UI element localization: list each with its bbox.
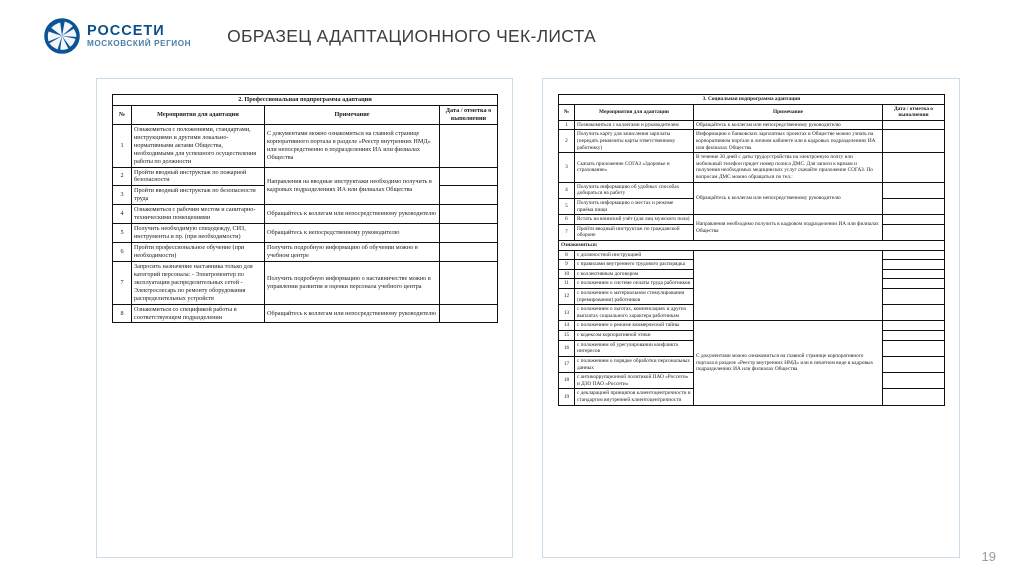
row-note: Обращайтесь к коллегам или непосредственному руководителю (694, 120, 883, 130)
table-header-row (559, 104, 945, 120)
table-row (559, 182, 945, 198)
row-date[interactable] (440, 304, 498, 323)
row-date[interactable] (440, 205, 498, 224)
logo-subtitle: МОСКОВСКИЙ РЕГИОН (87, 39, 192, 49)
row-activity: с правилами внутреннего трудового распорядка (575, 260, 694, 270)
row-activity: Пройти профессиональное обучение (при необходимости) (132, 243, 265, 262)
page-title: ОБРАЗЕЦ АДАПТАЦИОННОГО ЧЕК-ЛИСТА (227, 25, 597, 46)
row-date[interactable] (883, 389, 945, 405)
row-num: 9 (559, 260, 575, 270)
row-activity: Пройти вводный инструктаж по пожарной безопасности (132, 167, 265, 186)
row-activity: с должностной инструкцией (575, 250, 694, 260)
col-head-note: Примечание (694, 104, 883, 120)
slide-header (0, 0, 1024, 72)
right-table-title: 3. Социальная подпрограмма адаптации (559, 95, 945, 105)
row-num: 15 (559, 331, 575, 341)
row-num: 13 (559, 305, 575, 321)
row-date[interactable] (883, 289, 945, 305)
row-note: Обращайтесь к коллегам или непосредственному руководителю (694, 182, 883, 214)
row-activity: с положением о материальном стимулировании (премировании) работников (575, 289, 694, 305)
row-activity: Получить необходимую спецодежду, СИЗ, инструменты и пр. (при необходимости) (132, 224, 265, 243)
row-activity: Пройти вводный инструктаж по гражданской обороне (575, 224, 694, 240)
row-note: С документами можно ознакомиться на главной странице корпоративного портала в разделе «Реестр внутренних НМД» или непосредственно в подразделениях ИА или филиалах Общества (265, 124, 440, 167)
logo-title: РОССЕТИ (87, 22, 165, 39)
row-activity: с положением об урегулировании конфликта интересов (575, 340, 694, 356)
row-activity: с коллективным договором (575, 269, 694, 279)
row-activity: с положением о режиме коммерческой тайны (575, 321, 694, 331)
row-date[interactable] (883, 305, 945, 321)
section-label-acquaint: Ознакомиться: (559, 240, 945, 250)
row-note (694, 250, 883, 321)
table-section-row (559, 240, 945, 250)
col-head-date: Дата / отметка о выполнении (440, 105, 498, 124)
table-row (113, 124, 498, 167)
social-subprogram-table (558, 94, 945, 406)
page-number: 19 (981, 549, 996, 564)
row-date[interactable] (440, 186, 498, 205)
row-num: 19 (559, 389, 575, 405)
col-head-date: Дата / отметка о выполнении (883, 104, 945, 120)
row-num: 12 (559, 289, 575, 305)
row-date[interactable] (883, 331, 945, 341)
row-activity: с положением о порядке обработки персональных данных (575, 356, 694, 372)
row-num: 8 (559, 250, 575, 260)
row-date[interactable] (883, 269, 945, 279)
row-activity: Ознакомиться со спецификой работы в соответствующем подразделении (132, 304, 265, 323)
row-date[interactable] (883, 340, 945, 356)
row-activity: Получить информацию об удобных способах добираться на работу (575, 182, 694, 198)
row-activity: Встать на воинский учёт (для лиц мужского пола) (575, 215, 694, 225)
row-note: Получить подробную информацию об обучении можно в учебном центре (265, 243, 440, 262)
table-row (113, 304, 498, 323)
row-date[interactable] (883, 279, 945, 289)
row-activity: с антикоррупционной политикой ПАО «Россети» и ДЗО ПАО «Россети» (575, 373, 694, 389)
row-note: В течение 30 дней с даты трудоустройства на электронную почту или мобильный телефон придет номер полиса ДМС. Для записи к врачам и получения необходимых медицинских услуг скачайте приложение СОГАЗ. По вопросам ДМС можно обращаться по тел.: (694, 153, 883, 182)
row-num: 18 (559, 373, 575, 389)
table-row (559, 250, 945, 260)
row-note: Обращайтесь к непосредственному руководителю (265, 224, 440, 243)
row-num: 8 (113, 304, 132, 323)
row-num: 5 (559, 198, 575, 214)
row-num: 4 (113, 205, 132, 224)
row-num: 7 (113, 261, 132, 304)
table-row (113, 167, 498, 186)
table-row (113, 243, 498, 262)
row-activity: Получить карту для зачисления зарплаты (передать реквизиты карты ответственному работнику) (575, 130, 694, 153)
table-row (113, 224, 498, 243)
row-date[interactable] (883, 250, 945, 260)
row-note: Направления на вводные инструктажи необходимо получить в кадровых подразделениях ИА или филиалах Общества (265, 167, 440, 205)
col-head-activity: Мероприятия для адаптации (575, 104, 694, 120)
table-row (113, 261, 498, 304)
row-num: 11 (559, 279, 575, 289)
row-date[interactable] (883, 373, 945, 389)
row-activity: с кодексом корпоративной этики (575, 331, 694, 341)
company-logo (44, 18, 191, 54)
row-date[interactable] (883, 321, 945, 331)
row-activity: Скачать приложение СОГАЗ «Здоровье и страхование» (575, 153, 694, 182)
row-date[interactable] (883, 260, 945, 270)
row-activity: Запросить назначение наставника только для категорий персонала: - Электромонтер по эксплуатации распределительных сетей - Электрослесарь по ремонту оборудования распределительных устройств (132, 261, 265, 304)
row-activity: с положением о льготах, компенсациях и других выплатах социального характера работникам (575, 305, 694, 321)
row-date[interactable] (883, 215, 945, 225)
row-num: 10 (559, 269, 575, 279)
table-row (559, 130, 945, 153)
professional-subprogram-table (112, 94, 498, 323)
row-date[interactable] (883, 224, 945, 240)
row-note: С документами можно ознакомиться на главной странице корпоративного портала в разделе «Реестр внутренних НМД» или в печатном виде в кадровых подразделениях ИА или филиалах Общества (694, 321, 883, 405)
row-num: 4 (559, 182, 575, 198)
row-num: 2 (113, 167, 132, 186)
row-date[interactable] (883, 153, 945, 182)
row-activity: с положением о системе оплаты труда работников (575, 279, 694, 289)
row-date[interactable] (440, 124, 498, 167)
table-row (113, 205, 498, 224)
row-date[interactable] (440, 224, 498, 243)
row-num: 3 (113, 186, 132, 205)
row-activity: Познакомиться с коллегами и руководителем (575, 120, 694, 130)
row-num: 1 (113, 124, 132, 167)
row-num: 14 (559, 321, 575, 331)
row-num: 16 (559, 340, 575, 356)
col-head-note: Примечание (265, 105, 440, 124)
left-table-title: 2. Профессиональная подпрограмма адаптации (113, 95, 498, 106)
row-activity: Ознакомиться с рабочим местом и санитарно-техническими помещениями (132, 205, 265, 224)
row-num: 2 (559, 130, 575, 153)
table-row (559, 120, 945, 130)
row-date[interactable] (883, 182, 945, 198)
row-note: Информацию о банковских зарплатных проектах в Обществе можно узнать на корпоративном портале в личном кабинете или в кадровых подразделениях ИА или филиалах Общества (694, 130, 883, 153)
table-header-row (113, 105, 498, 124)
row-note: Направления необходимо получить в кадровом подразделении ИА или филиалах Общества (694, 215, 883, 241)
row-activity: Ознакомиться с положениями, стандартами, инструкциями и другими локально-нормативными актами Общества, необходимыми для успешного осуществления работы по должности (132, 124, 265, 167)
table-title-row (559, 95, 945, 105)
row-date[interactable] (883, 120, 945, 130)
col-head-activity: Мероприятия для адаптации (132, 105, 265, 124)
row-num: 5 (113, 224, 132, 243)
row-num: 1 (559, 120, 575, 130)
row-num: 7 (559, 224, 575, 240)
table-row (559, 153, 945, 182)
row-num: 3 (559, 153, 575, 182)
row-num: 17 (559, 356, 575, 372)
row-note: Обращайтесь к коллегам или непосредственному руководителю (265, 304, 440, 323)
row-date[interactable] (883, 356, 945, 372)
row-date[interactable] (440, 167, 498, 186)
row-date[interactable] (883, 198, 945, 214)
row-num: 6 (113, 243, 132, 262)
rosseti-fan-logo-icon (44, 18, 80, 54)
col-head-num: № (559, 104, 575, 120)
table-row (559, 215, 945, 225)
row-date[interactable] (440, 261, 498, 304)
table-title-row (113, 95, 498, 106)
row-num: 6 (559, 215, 575, 225)
row-note: Обращайтесь к коллегам или непосредственному руководителю (265, 205, 440, 224)
row-activity: с декларацией принципов клиентоцентричности и стандартом внутренней клиентоцентричности (575, 389, 694, 405)
row-note: Получить подробную информацию о наставничестве можно в управлении развития и оценки персонала учебного центра (265, 261, 440, 304)
row-date[interactable] (883, 130, 945, 153)
row-activity: Получить информацию о местах и режиме приёма пищи (575, 198, 694, 214)
logo-wordmark (87, 24, 191, 49)
row-activity: Пройти вводный инструктаж по безопасности труда (132, 186, 265, 205)
table-row (559, 321, 945, 331)
row-date[interactable] (440, 243, 498, 262)
col-head-num: № (113, 105, 132, 124)
